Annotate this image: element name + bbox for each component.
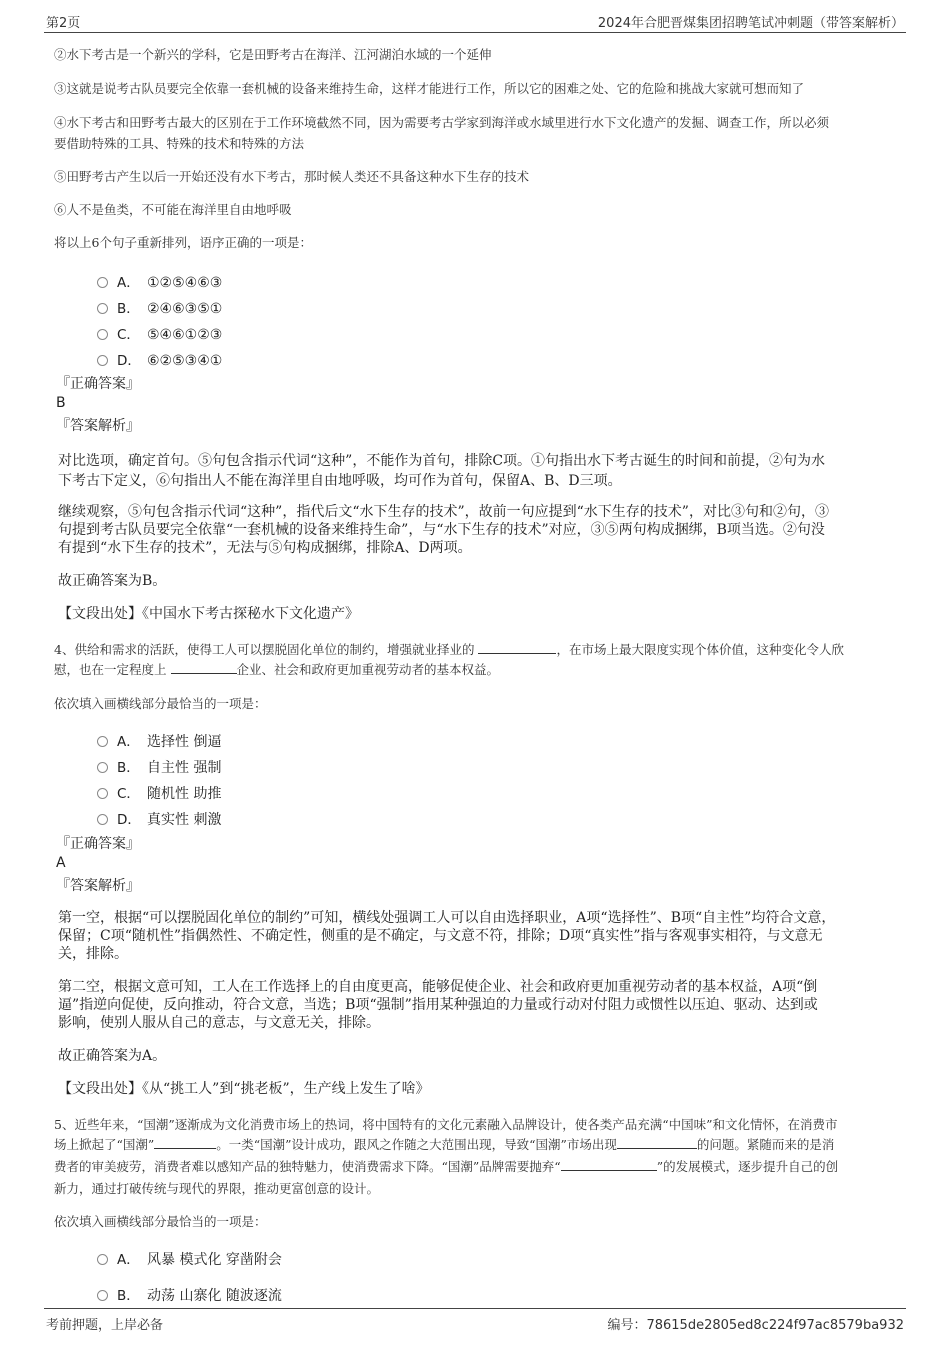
blank-1	[154, 1136, 216, 1149]
analysis-line: 对比选项，确定首句。⑤句包含指示代词“这种”，不能作为首句，排除C项。①句指出水下考古诞生的时间和前提，②句为水	[58, 453, 826, 469]
analysis-line: 第二空，根据文意可知，工人在工作选择上的自由度更高，能够促使企业、社会和政府更加重视劳动者的基本权益，A项“倒	[58, 979, 818, 995]
footer-rule	[44, 1308, 906, 1309]
question-prompt: 依次填入画横线部分最恰当的一项是：	[54, 696, 267, 711]
radio-icon[interactable]	[97, 736, 108, 747]
sentence-5: ⑤田野考古产生以后一开始还没有水下考古，那时候人类还不具备这种水下生存的技术	[54, 169, 530, 184]
analysis-line: 继续观察，⑤句包含指示代词“这种”，指代后文“水下生存的技术”，故前一句应提到“水下生存的技术”，对比③句和②句，③	[58, 504, 829, 520]
radio-icon[interactable]	[97, 303, 108, 314]
document-id: 编号：78615de2805ed8c224f97ac8579ba932	[607, 1318, 904, 1333]
footer-slogan: 考前押题，上岸必备	[46, 1318, 164, 1333]
option-c[interactable]: C． ⑤④⑥①②③	[97, 323, 222, 343]
radio-icon[interactable]	[97, 1254, 108, 1265]
q5-text-line: 新力，通过打破传统与现代的界限，推动更富创意的设计。	[54, 1181, 380, 1196]
analysis-label: 『答案解析』	[56, 418, 140, 434]
answer-value: B	[56, 395, 66, 411]
sentence-2: ②水下考古是一个新兴的学科，它是田野考古在海洋、江河湖泊水域的一个延伸	[54, 47, 492, 62]
analysis-line: 句提到考古队员要完全依靠“一套机械的设备来维持生命”，与“水下生存的技术”对应，③⑤两句构成捆绑，B项当选。②句没	[58, 522, 825, 538]
source: 【文段出处】《中国水下考古探秘水下文化遗产》	[58, 606, 359, 622]
option-b[interactable]: B． 自主性 强制	[97, 756, 221, 777]
answer-value: A	[56, 855, 66, 871]
sentence-4: ④水下考古和田野考古最大的区别在于工作环境截然不同，因为需要考古学家到海洋或水域里进行水下文化遗产的发掘、调查工作，所以必须	[54, 115, 830, 130]
option-d[interactable]: D． ⑥②⑤③④①	[97, 349, 222, 369]
answer-label: 『正确答案』	[56, 836, 140, 852]
answer-label: 『正确答案』	[56, 376, 140, 392]
sentence-6: ⑥人不是鱼类，不可能在海洋里自由地呼吸	[54, 202, 292, 217]
analysis-line: 逼”指逆向促使，反向推动，符合文意，当选；B项“强制”指用某种强迫的力量或行动对付阻力或惯性以压迫、驱动、达到或	[58, 997, 818, 1013]
analysis-line: 有提到“水下生存的技术”，无法与⑤句构成捆绑，排除A、D两项。	[58, 540, 472, 556]
q5-text-line: 5、近些年来，“国潮”逐渐成为文化消费市场上的热词，将中国特有的文化元素融入品牌设计，使各类产品充满“中国味”和文化情怀，在消费市	[54, 1117, 838, 1132]
sentence-3: ③这就是说考古队员要完全依靠一套机械的设备来维持生命，这样才能进行工作，所以它的困难之处、它的危险和挑战大家就可想而知了	[54, 81, 805, 96]
radio-icon[interactable]	[97, 329, 108, 340]
q5-text-line: 场上掀起了“国潮” 。一类“国潮”设计成功，跟风之作随之大范围出现，导致“国潮”市场出现 的问题。紧随而来的是消	[54, 1137, 835, 1152]
sentence-4-cont: 要借助特殊的工具、特殊的技术和特殊的方法	[54, 136, 305, 151]
q4-text-line: 慰，也在一定程度上 企业、社会和政府更加重视劳动者的基本权益。	[54, 662, 500, 677]
question-prompt: 依次填入画横线部分最恰当的一项是：	[54, 1214, 267, 1229]
option-c[interactable]: C． 随机性 助推	[97, 782, 221, 803]
analysis-line: 下考古下定义，⑥句指出人不能在海洋里自由地呼吸，均可作为首句，保留A、B、D三项。	[58, 473, 622, 489]
analysis-line: 关，排除。	[58, 946, 128, 962]
source: 【文段出处】《从“挑工人”到“挑老板”，生产线上发生了啥》	[58, 1081, 430, 1097]
page-number: 第2页	[46, 16, 81, 31]
analysis-label: 『答案解析』	[56, 878, 140, 894]
blank-2	[171, 661, 237, 674]
option-a[interactable]: A． 风暴 模式化 穿凿附会	[97, 1248, 282, 1269]
option-d[interactable]: D． 真实性 刺激	[97, 808, 221, 829]
conclusion: 故正确答案为B。	[58, 573, 167, 589]
blank-1	[478, 641, 556, 654]
radio-icon[interactable]	[97, 814, 108, 825]
document-title: 2024年合肥晋煤集团招聘笔试冲刺题（带答案解析）	[597, 16, 904, 31]
question-prompt: 将以上6个句子重新排列，语序正确的一项是：	[54, 235, 312, 250]
radio-icon[interactable]	[97, 788, 108, 799]
option-b[interactable]: B． 动荡 山寨化 随波逐流	[97, 1284, 282, 1305]
conclusion: 故正确答案为A。	[58, 1048, 167, 1064]
option-a[interactable]: A． 选择性 倒逼	[97, 730, 221, 751]
radio-icon[interactable]	[97, 762, 108, 773]
header-rule	[44, 32, 906, 33]
radio-icon[interactable]	[97, 1290, 108, 1301]
radio-icon[interactable]	[97, 277, 108, 288]
q5-text-line: 费者的审美疲劳，消费者难以感知产品的独特魅力，使消费需求下降。“国潮”品牌需要抛弃“ ”的发展模式，逐步提升自己的创	[54, 1159, 839, 1174]
analysis-line: 影响，使别人服从自己的意志，与文意无关，排除。	[58, 1015, 380, 1031]
blank-2	[617, 1136, 697, 1149]
q4-text-line: 4、供给和需求的活跃，使得工人可以摆脱固化单位的制约，增强就业择业的 ，在市场上最大限度实现个体价值，这种变化令人欣	[54, 642, 844, 657]
option-a[interactable]: A． ①②⑤④⑥③	[97, 271, 222, 291]
blank-3	[561, 1158, 657, 1171]
analysis-line: 第一空，根据“可以摆脱固化单位的制约”可知，横线处强调工人可以自由选择职业，A项“选择性”、B项“自主性”均符合文意，	[58, 910, 836, 926]
radio-icon[interactable]	[97, 355, 108, 366]
analysis-line: 保留；C项“随机性”指偶然性、不确定性，侧重的是不确定，与文意不符，排除；D项“真实性”指与客观事实相符，与文意无	[58, 928, 823, 944]
option-b[interactable]: B． ②④⑥③⑤①	[97, 297, 222, 317]
